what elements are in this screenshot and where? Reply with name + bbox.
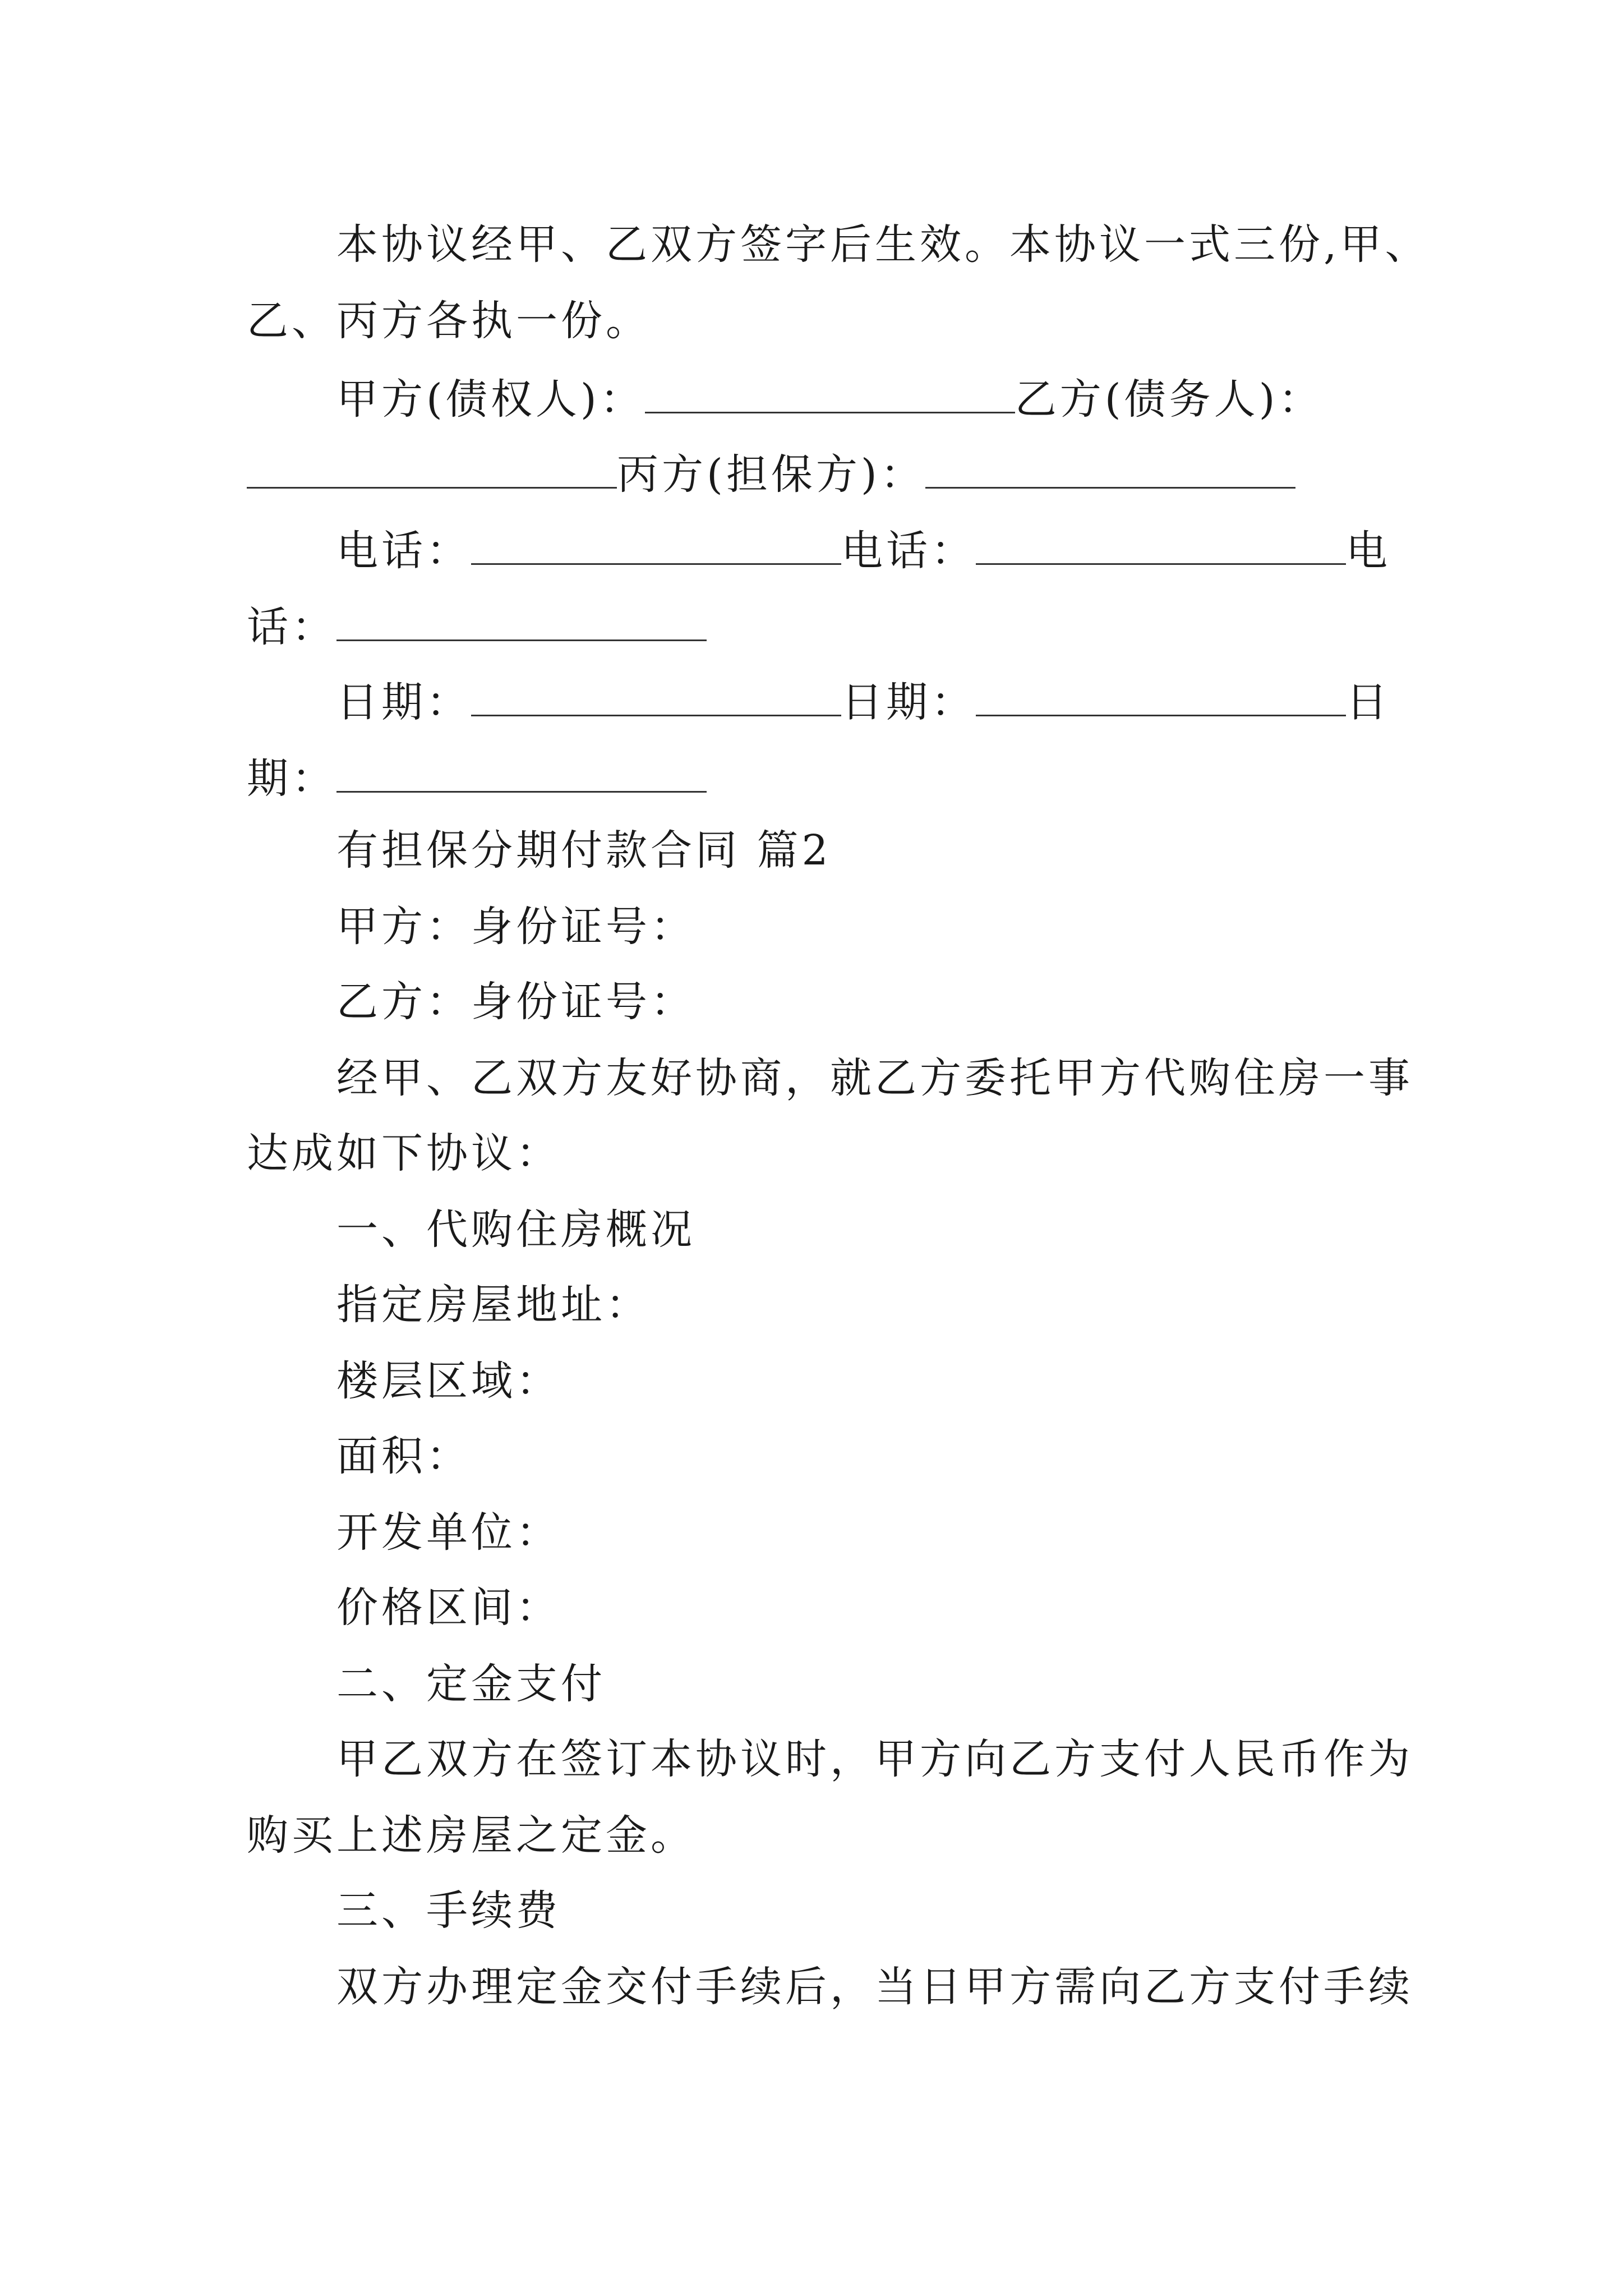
date-blank-c [336,747,707,793]
field-developer: 开发单位： [336,1508,561,1557]
date-label-c-head: 日 [1346,678,1391,726]
paragraph-effect-line-1: 本协议经甲、乙双方签字后生效。本协议一式三份,甲、 [336,220,1430,269]
deposit-line-2: 购买上述房屋之定金。 [247,1811,695,1860]
fee-line-1: 双方办理定金交付手续后，当日甲方需向乙方支付手续 [336,1963,1413,2011]
party-c-blank [925,443,1295,489]
signature-row-parties [336,368,1324,427]
phone-blank-c [336,596,707,641]
heading-housing-overview: 一、代购住房概况 [336,1205,695,1254]
party-b-blank [247,443,617,489]
phone-label-b: 电话： [841,527,976,575]
field-address: 指定房屋地址： [336,1281,651,1329]
party-b-id-line: 乙方：身份证号： [336,978,695,1026]
paragraph-effect-line-2: 乙、丙方各执一份。 [247,297,651,345]
section-title: 有担保分期付款合同 篇2 [336,826,832,875]
date-label-a: 日期： [336,678,471,726]
date-blank-b [976,671,1346,716]
phone-blank-a [471,519,841,565]
intro-line-2: 达成如下协议： [247,1129,561,1177]
field-area: 面积： [336,1432,471,1480]
date-blank-a [471,671,841,716]
date-label-b: 日期： [841,678,976,726]
party-a-blank [645,368,1015,413]
heading-fee: 三、手续费 [336,1887,561,1935]
party-a-label: 甲方(债权人)： [336,375,645,424]
party-a-id-line: 甲方：身份证号： [336,903,695,951]
phone-row [336,519,1391,579]
field-price-range: 价格区间： [336,1584,561,1632]
date-row [336,671,1391,730]
phone-label-c-head: 电 [1346,527,1391,575]
deposit-line-1: 甲乙双方在签订本协议时，甲方向乙方支付人民币作为 [336,1735,1413,1783]
date-row-continued [247,747,707,807]
phone-label-c-tail: 话： [247,603,336,651]
signature-row-guarantor [247,443,1295,503]
field-floor: 楼层区域： [336,1357,561,1405]
phone-label-a: 电话： [336,527,471,575]
phone-row-continued [247,596,707,655]
party-b-label: 乙方(债务人)： [1015,375,1324,424]
intro-line-1: 经甲、乙双方友好协商，就乙方委托甲方代购住房一事 [336,1054,1413,1102]
date-label-c-tail: 期： [247,754,336,803]
heading-deposit: 二、定金支付 [336,1660,606,1708]
party-c-label: 丙方(担保方)： [617,450,925,499]
phone-blank-b [976,519,1346,565]
